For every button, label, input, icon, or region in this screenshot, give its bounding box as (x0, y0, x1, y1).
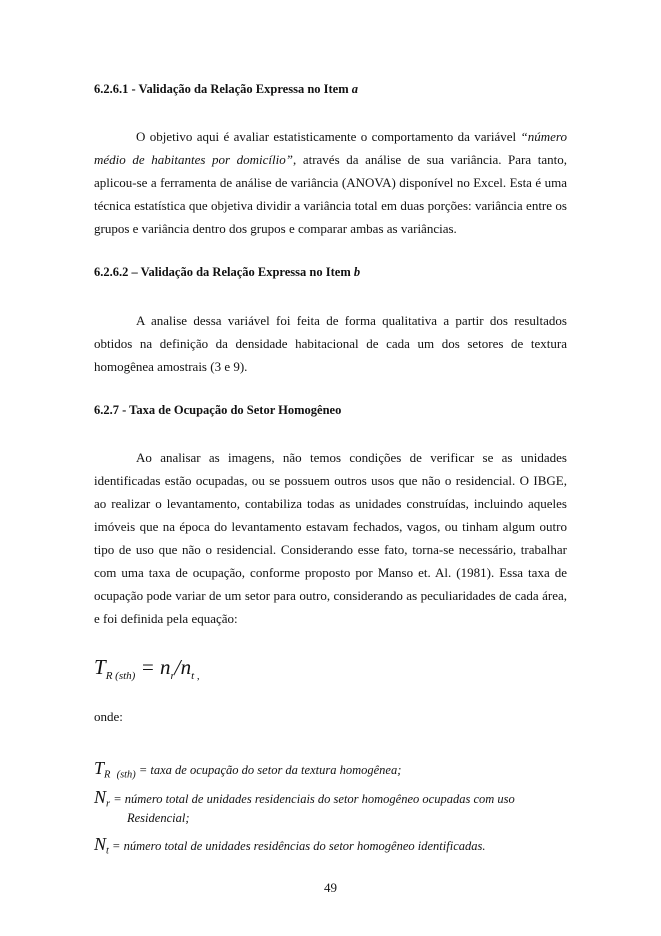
def-symbol: T (94, 758, 105, 778)
section-heading-6-2-6-1 (94, 82, 358, 97)
def-text: = taxa de ocupação do setor da textura homogênea; (135, 763, 402, 777)
occupancy-equation (94, 655, 200, 682)
emphasized-variable-name: “número médio de habitantes por domicílio” (94, 129, 567, 167)
def-subscript: r (106, 798, 111, 810)
paragraph-anova (94, 125, 567, 240)
def-subscript: R (104, 769, 111, 781)
eq-symbol: T (94, 655, 106, 679)
paragraph-occupancy-rate: Ao analisar as imagens, não temos condições de verificar se as unidades identificadas estão ocupadas, ou se possuem outros usos que não o residencial. O IBGE, ao realizar o levantamento, contabiliza todas as unidades construídas, incluindo aqueles imóveis que na época do levantamento estavam fechados, vagos, ou tinham algum outro tipo de uso que não o residencial. Considerando esse fato, torna-se necessário, trabalhar com uma taxa de ocupação, conforme proposto por Manso et. Al. (1981). Essa taxa de ocupação pode variar de um setor para outro, considerando as peculiaridades de cada área, e foi definida pela equação: (94, 450, 567, 626)
eq-subscript: R (sth) (105, 670, 136, 683)
onde-label: onde: (94, 709, 123, 724)
page-number: 49 (324, 880, 337, 895)
section-heading-6-2-6-2 (94, 265, 360, 280)
eq-subscript: t , (191, 670, 200, 683)
heading-item-letter: a (351, 82, 359, 96)
paragraph-qualitative-analysis: A analise dessa variável foi feita de forma qualitativa a partir dos resultados obtidos na definição da densidade habitacional de cada um dos setores de textura homogênea amostrais (3 e 9). (94, 313, 567, 374)
heading-item-letter: b (353, 265, 361, 279)
section-heading-6-2-7: 6.2.7 - Taxa de Ocupação do Setor Homogêneo (94, 403, 342, 417)
paragraph-text: , através da análise de sua variância. Para tanto, aplicou-se a ferramenta de análise de variância (ANOVA) disponível no Excel. Esta é uma técnica estatística que objetiva dividir a variância total em duas porções: variância entre os grupos e variância dentro dos grupos e comparar ambas as variâncias. (94, 152, 567, 236)
def-symbol: N (94, 834, 107, 854)
definition-tr (94, 758, 401, 781)
heading-text: 6.2.6.1 - Validação da Relação Expressa no Item (94, 82, 349, 96)
def-subscript: (sth) (116, 769, 136, 781)
eq-symbol: /n (174, 655, 192, 679)
definition-nt (94, 834, 485, 857)
definition-nr (94, 787, 515, 825)
def-symbol: N (94, 787, 107, 807)
paragraph-text: O objetivo aqui é avaliar estatisticamente o comportamento da variável (136, 129, 521, 144)
eq-subscript: r (170, 670, 175, 683)
eq-symbol: = n (135, 655, 171, 679)
def-text: = número total de unidades residências do setor homogêneo identificadas. (108, 839, 486, 853)
def-subscript: t (106, 845, 109, 857)
def-text: = número total de unidades residenciais do setor homogêneo ocupadas com uso (110, 792, 515, 806)
def-continuation: Residencial; (127, 811, 190, 825)
heading-text: 6.2.6.2 – Validação da Relação Expressa no Item (94, 265, 351, 279)
